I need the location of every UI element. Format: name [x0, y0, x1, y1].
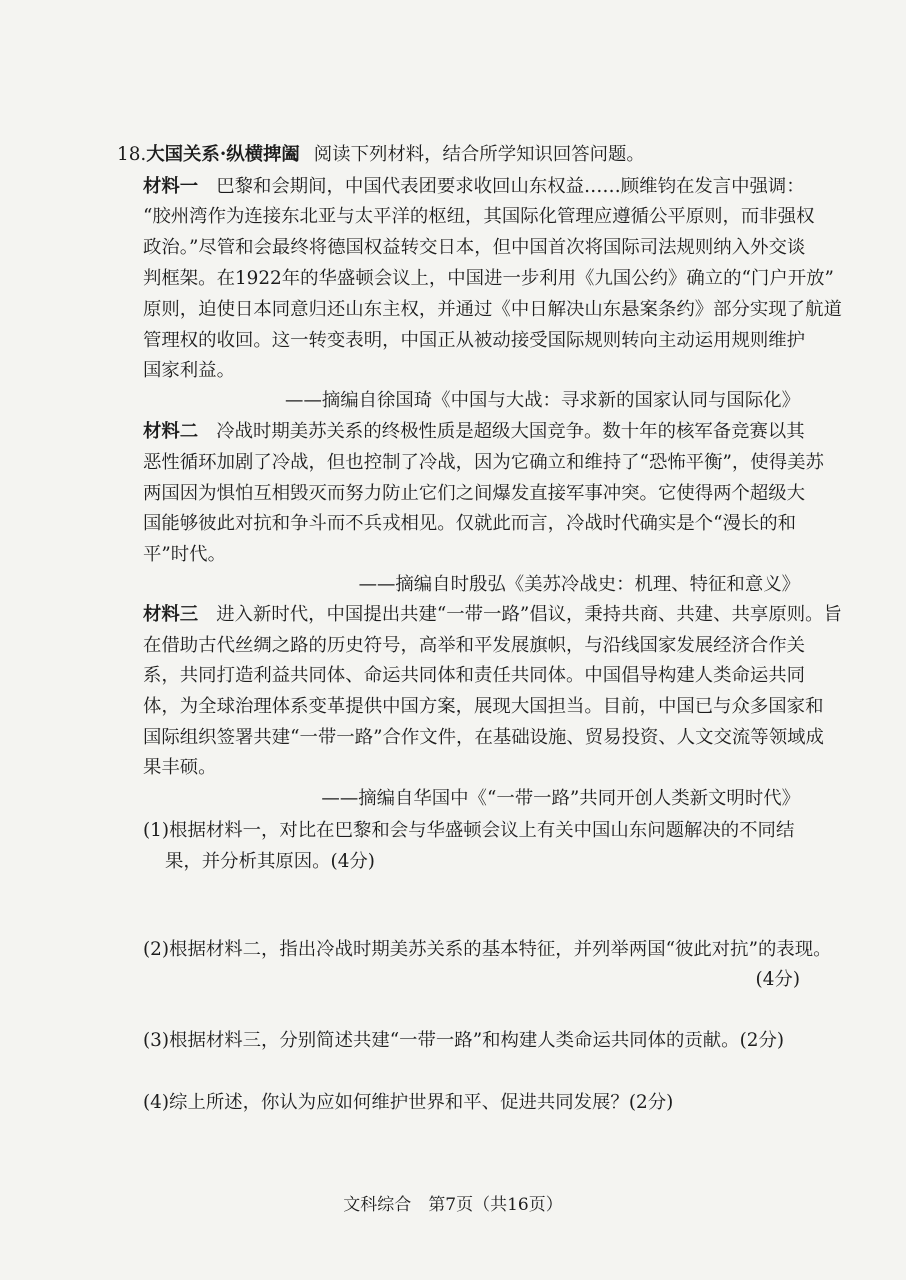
- material-2-line-2: 两国因为惧怕互相毁灭而努力防止它们之间爆发直接军事冲突。它使得两个超级大: [143, 483, 806, 504]
- material-1-label: 材料一: [143, 176, 199, 197]
- material-3-line-4: 国际组织签署共建“一带一路”合作文件，在基础设施、贸易投资、人文交流等领域成: [143, 727, 824, 748]
- material-1-line-4: 原则，迫使日本同意归还山东主权，并通过《中日解决山东悬案条约》部分实现了航道: [143, 299, 842, 320]
- subquestion-1-line-0: (1)根据材料一，对比在巴黎和会与华盛顿会议上有关中国山东问题解决的不同结: [143, 820, 795, 841]
- material-1-line-1: “胶州湾作为连接东北亚与太平洋的枢纽，其国际化管理应遵循公平原则，而非强权: [143, 206, 815, 227]
- material-1-line-0: 材料一 巴黎和会期间，中国代表团要求收回山东权益……顾维钧在发言中强调：: [143, 176, 805, 197]
- material-3-source: ——摘编自华国中《“一带一路”共同开创人类新文明时代》: [321, 788, 800, 809]
- material-1-line-2: 政治。”尽管和会最终将德国权益转交日本，但中国首次将国际司法规则纳入外交谈: [143, 237, 806, 258]
- material-3-line-2: 系，共同打造利益共同体、命运共同体和责任共同体。中国倡导构建人类命运共同: [143, 665, 806, 686]
- material-2-line-3: 国能够彼此对抗和争斗而不兵戎相见。仅就此而言，冷战时代确实是个“漫长的和: [143, 513, 797, 534]
- material-1-line-5: 管理权的收回。这一转变表明，中国正从被动接受国际规则转向主动运用规则维护: [143, 330, 806, 351]
- subquestion-3-line-0: (3)根据材料三，分别简述共建“一带一路”和构建人类命运共同体的贡献。(2分): [143, 1030, 785, 1051]
- material-2-source: ——摘编自时殷弘《美苏冷战史：机理、特征和意义》: [358, 574, 800, 595]
- material-2-line-1: 恶性循环加剧了冷战，但也控制了冷战，因为它确立和维持了“恐怖平衡”，使得美苏: [143, 452, 824, 473]
- material-2-line-0: 材料二 冷战时期美苏关系的终极性质是超级大国竞争。数十年的核军备竞赛以其: [143, 421, 805, 442]
- question-topic: 大国关系·纵横捭阖: [146, 144, 300, 165]
- question-number: 18.: [117, 144, 147, 165]
- subquestion-2-line-1: (4分): [755, 969, 800, 990]
- material-2-line-4: 平”时代。: [143, 544, 226, 565]
- question-instruction: 阅读下列材料，结合所学知识回答问题。: [313, 144, 645, 165]
- material-2-label: 材料二: [143, 421, 199, 442]
- material-1-line-6: 国家利益。: [143, 360, 235, 381]
- subquestion-2-line-0: (2)根据材料二，指出冷战时期美苏关系的基本特征，并列举两国“彼此对抗”的表现。: [143, 939, 832, 960]
- material-3-line-1: 在借助古代丝绸之路的历史符号，高举和平发展旗帜，与沿线国家发展经济合作关: [143, 635, 806, 656]
- subquestion-1-line-1: 果，并分析其原因。(4分): [165, 851, 375, 872]
- material-3-line-0: 材料三 进入新时代，中国提出共建“一带一路”倡议，秉持共商、共建、共享原则。旨: [143, 604, 842, 625]
- material-3-label: 材料三: [143, 604, 199, 625]
- subquestion-4-line-0: (4)综上所述，你认为应如何维护世界和平、促进共同发展？(2分): [143, 1092, 674, 1113]
- material-3-line-3: 体，为全球治理体系变革提供中国方案，展现大国担当。目前，中国已与众多国家和: [143, 696, 824, 717]
- page-footer: 文科综合 第7页（共16页）: [343, 1195, 563, 1215]
- material-1-line-3: 判框架。在1922年的华盛顿会议上，中国进一步利用《九国公约》确立的“门户开放”: [143, 268, 834, 289]
- material-3-line-5: 果丰硕。: [143, 757, 217, 778]
- question-header: [117, 140, 645, 170]
- material-1-source: ——摘编自徐国琦《中国与大战：寻求新的国家认同与国际化》: [285, 390, 800, 411]
